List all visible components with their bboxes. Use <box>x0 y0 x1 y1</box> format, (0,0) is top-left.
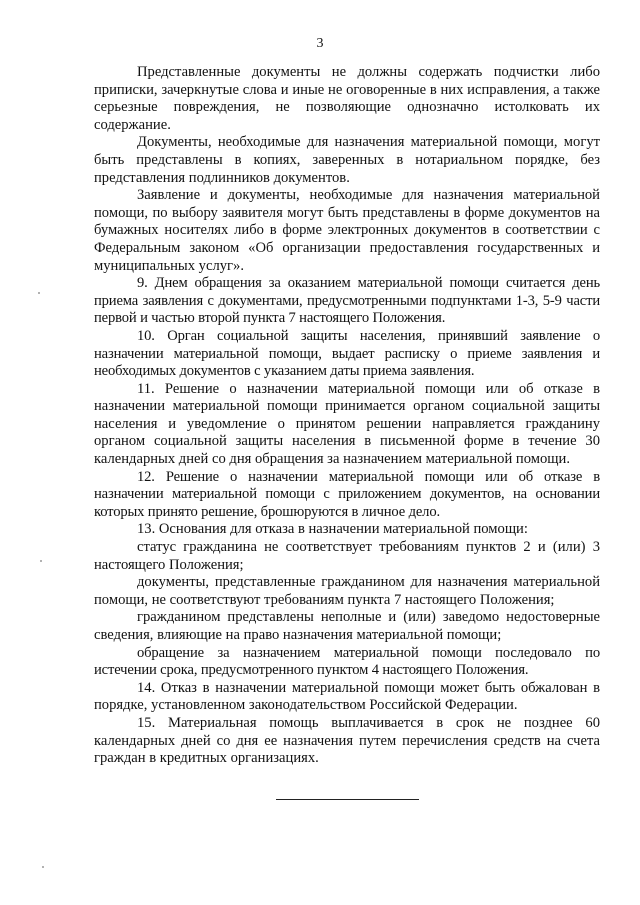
refusal-ground-incomplete-info: гражданином представлены неполные и (или) заведомо недостоверные сведения, влияющие на право назначения материальной помощи; <box>94 609 600 643</box>
paragraph-item-15: 15. Материальная помощь выплачивается в срок не позднее 60 календарных дней со дня ее назначения путем перечисления средств на счета граждан в кредитных организациях. <box>94 714 600 767</box>
end-of-text-rule <box>276 799 419 800</box>
refusal-ground-documents: документы, представленные гражданином для назначения материальной помощи, не соответствуют требованиям пункта 7 настоящего Положения; <box>94 574 600 608</box>
paragraph-item-14: 14. Отказ в назначении материальной помощи может быть обжалован в порядке, установленном законодательством Российской Федерации. <box>94 679 600 714</box>
refusal-ground-deadline: обращение за назначением материальной помощи последовало по истечении срока, предусмотренного пунктом 4 настоящего Положения. <box>94 644 600 679</box>
scan-speck <box>42 866 44 868</box>
page-number: 3 <box>316 36 324 51</box>
paragraph-item-12: 12. Решение о назначении материальной помощи или об отказе в назначении материальной помощи с приложением документов, на основании которых принято решение, брошюруются в личное дело. <box>94 468 600 520</box>
document-body <box>94 64 600 768</box>
paragraph-item-11: 11. Решение о назначении материальной помощи или об отказе в назначении материальной помощи принимается органом социальной защиты населения и уведомление о принятом решении направляется гражданину органом социальной защиты населения в письменной форме в течение 30 календарных дней со дня обращения за назначением материальной помощи. <box>94 380 600 468</box>
paragraph-item-9: 9. Днем обращения за оказанием материальной помощи считается день приема заявления с документами, предусмотренными подпунктами 1-3, 5-9 части первой и частью второй пункта 7 настоящего Положения. <box>94 275 600 327</box>
paragraph-electronic-documents: Заявление и документы, необходимые для назначения материальной помощи, по выбору заявителя могут быть представлены в форме документов на бумажных носителях либо в форме электронных документов в соответствии с Федеральным законом «Об организации предоставления государственных и муниципальных услуг». <box>94 187 600 274</box>
paragraph-item-13: 13. Основания для отказа в назначении материальной помощи: <box>137 521 528 538</box>
scan-speck <box>40 560 42 562</box>
paragraph-no-corrections: Представленные документы не должны содержать подчистки либо приписки, зачеркнутые слова и иные не оговоренные в них исправления, а также серьезные повреждения, не позволяющие однозначно истолковать их содержание. <box>94 64 600 133</box>
paragraph-item-10: 10. Орган социальной защиты населения, принявший заявление о назначении материальной помощи, выдает расписку о приеме заявления и необходимых документов с указанием даты приема заявления. <box>94 327 600 380</box>
paragraph-copies: Документы, необходимые для назначения материальной помощи, могут быть представлены в копиях, заверенных в нотариальном порядке, без представления подлинников документов. <box>94 134 600 186</box>
refusal-ground-status: статус гражданина не соответствует требованиям пунктов 2 и (или) 3 настоящего Положения; <box>94 539 600 573</box>
scan-speck <box>38 292 40 294</box>
